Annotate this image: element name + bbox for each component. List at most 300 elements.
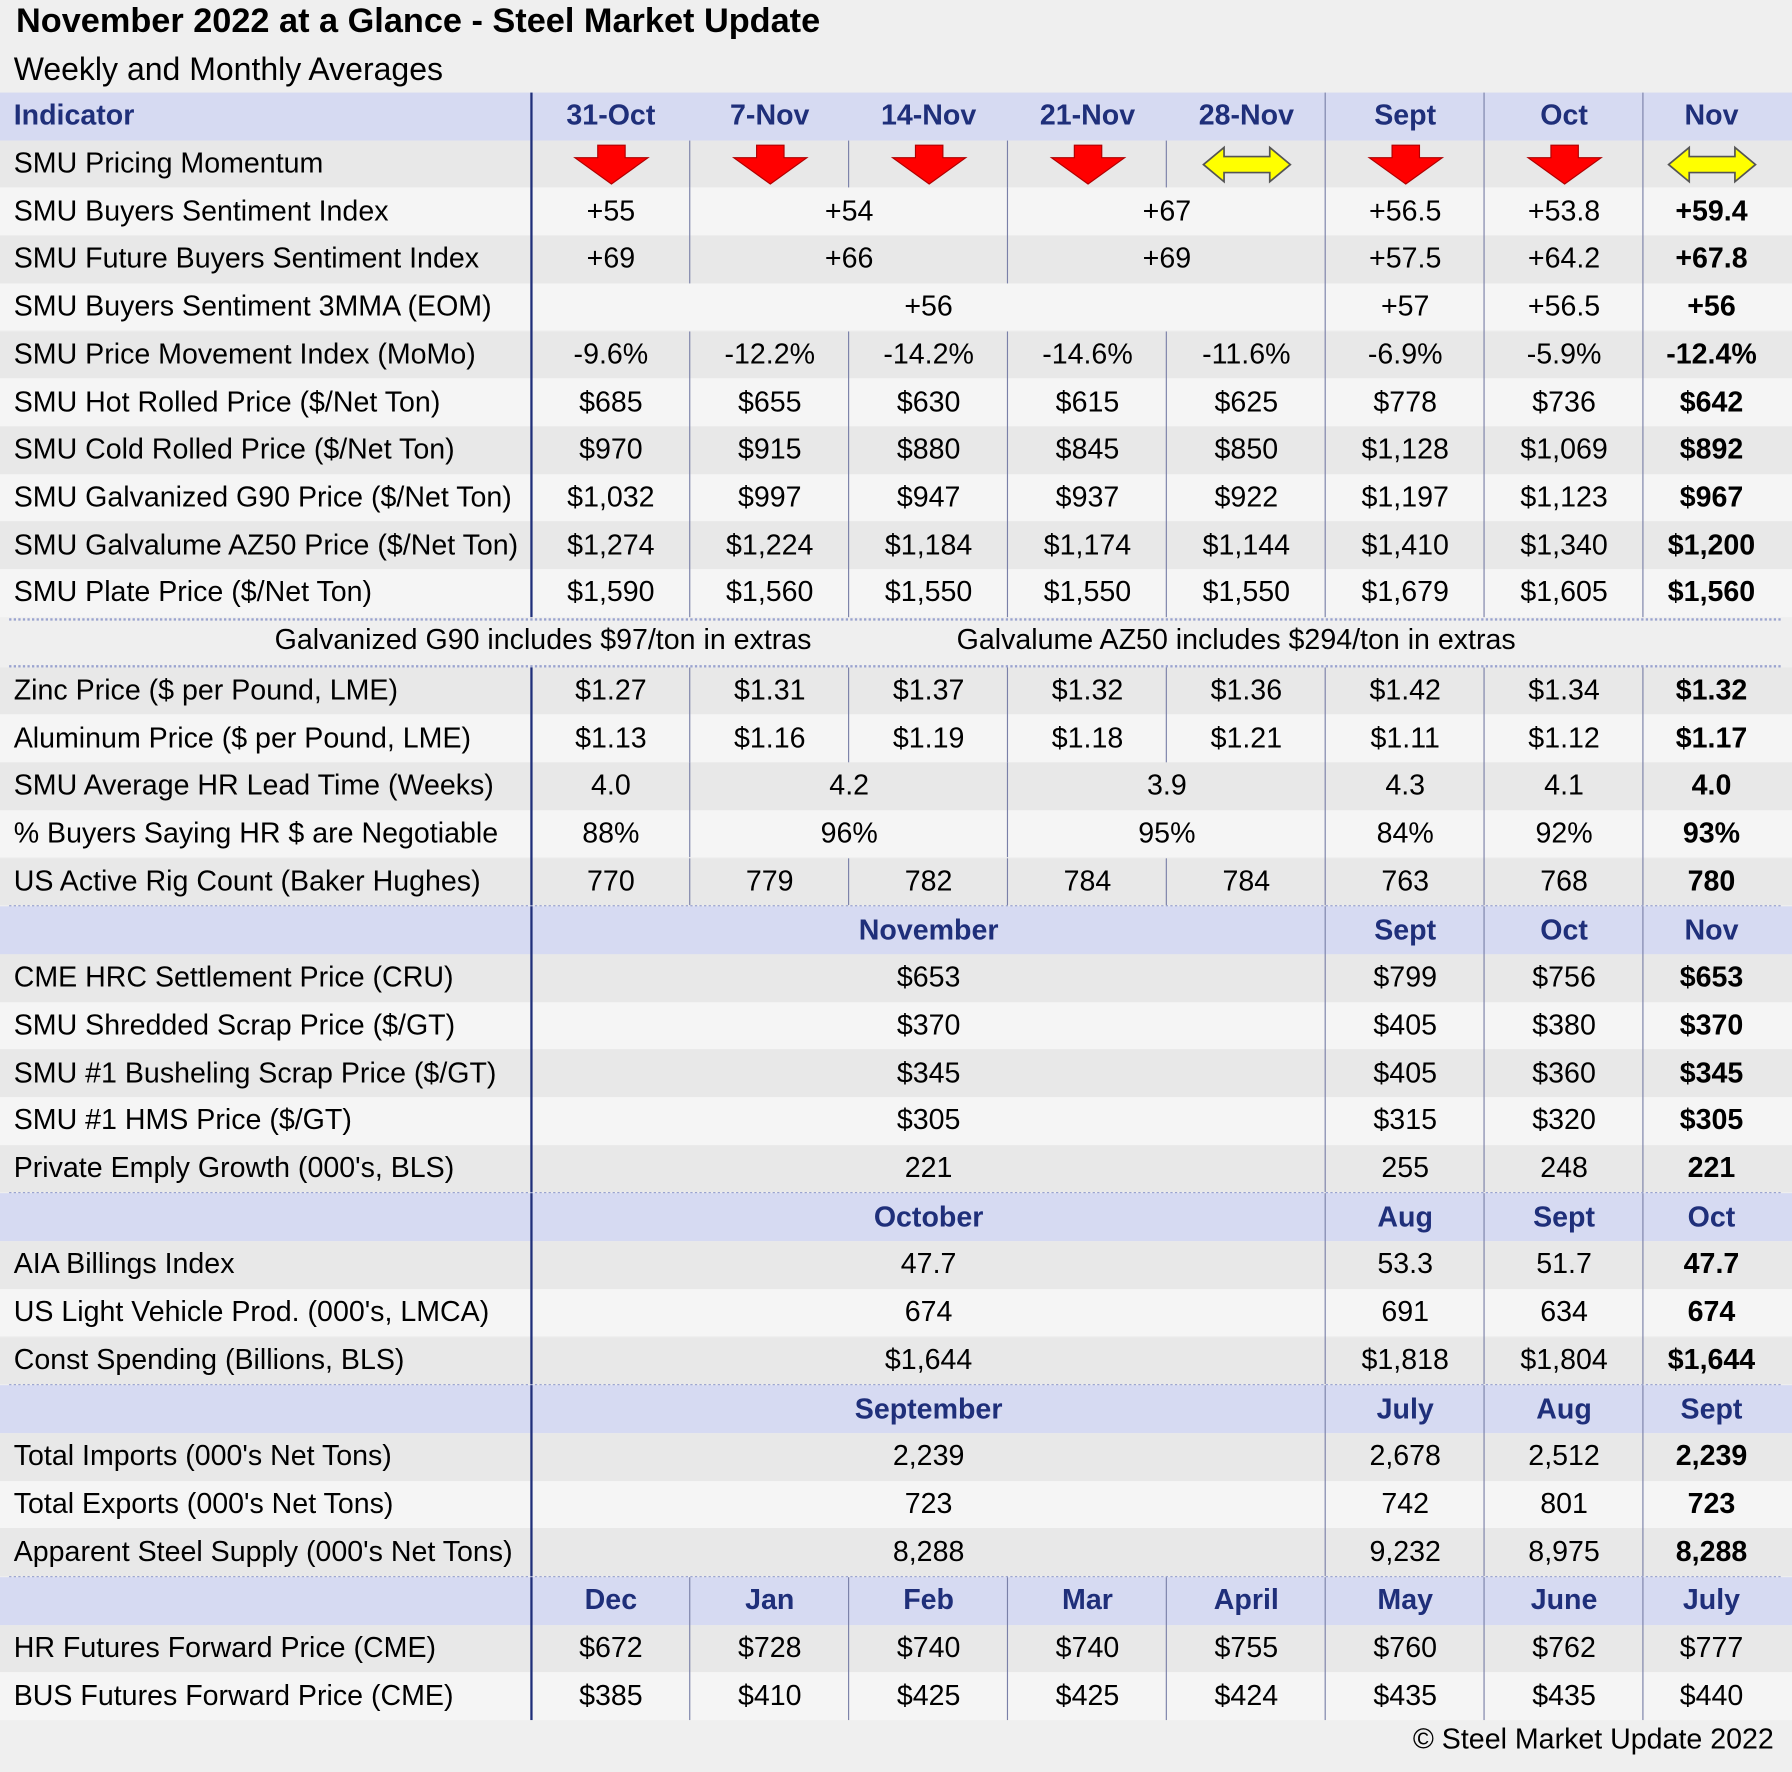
value-cell: $1.37 <box>892 674 965 707</box>
value-cell: $380 <box>1532 1009 1596 1042</box>
value-cell: $1,200 <box>1667 528 1756 561</box>
momentum-cell <box>1485 140 1644 188</box>
value-cell: $1.34 <box>1528 674 1600 707</box>
sentiment-row <box>0 188 1792 236</box>
column-divider <box>1166 331 1167 617</box>
column-divider <box>848 140 849 188</box>
indicator-label: SMU Galvanized G90 Price ($/Net Ton) <box>13 481 512 514</box>
value-cell: $405 <box>1373 1056 1437 1089</box>
column-header: June <box>1530 1584 1598 1617</box>
down-arrow-icon <box>890 143 968 184</box>
column-divider <box>1325 907 1326 1193</box>
value-cell: $777 <box>1679 1632 1744 1665</box>
indicator-label: Total Imports (000's Net Tons) <box>13 1440 392 1473</box>
indicator-label: HR Futures Forward Price (CME) <box>13 1632 437 1665</box>
value-cell: $947 <box>896 481 961 514</box>
value-cell: $1,550 <box>1043 576 1132 609</box>
value-cell: +53.8 <box>1527 195 1601 228</box>
value-cell: +56 <box>904 290 953 323</box>
indicator-label: Private Emply Growth (000's, BLS) <box>13 1152 455 1185</box>
column-divider <box>1642 1577 1643 1720</box>
column-divider <box>1007 1577 1008 1720</box>
indicator-label: SMU Average HR Lead Time (Weeks) <box>13 769 494 802</box>
momentum-cell <box>690 140 849 188</box>
value-cell: 221 <box>904 1152 953 1185</box>
value-cell: 691 <box>1381 1296 1430 1329</box>
column-divider <box>1166 1577 1167 1720</box>
column-divider <box>530 1194 532 1385</box>
column-header: May <box>1377 1584 1433 1617</box>
value-cell: $424 <box>1214 1679 1279 1712</box>
value-cell: $1,804 <box>1520 1343 1608 1376</box>
value-cell: $370 <box>1679 1009 1744 1042</box>
value-cell: $425 <box>896 1679 961 1712</box>
value-cell: +59.4 <box>1675 195 1748 228</box>
value-cell: 95% <box>1138 817 1196 850</box>
value-cell: 255 <box>1381 1152 1430 1185</box>
column-header: Nov <box>1684 913 1739 946</box>
value-cell: $1,274 <box>567 528 655 561</box>
value-cell: $1,174 <box>1043 528 1132 561</box>
column-header: Dec <box>584 1584 638 1617</box>
value-cell: $320 <box>1532 1104 1596 1137</box>
october-section-row <box>0 1337 1792 1385</box>
indicator-label: SMU Buyers Sentiment Index <box>13 195 389 228</box>
pricing-momentum-row <box>0 140 1792 188</box>
page-title: November 2022 at a Glance - Steel Market Update <box>16 2 821 41</box>
value-cell: $1,340 <box>1520 528 1608 561</box>
value-cell: 47.7 <box>1683 1248 1740 1281</box>
column-divider <box>1483 1577 1484 1720</box>
column-header: Feb <box>903 1584 955 1617</box>
indicator-label: SMU Cold Rolled Price ($/Net Ton) <box>13 433 455 466</box>
value-cell: 2,678 <box>1369 1440 1441 1473</box>
value-cell: $625 <box>1214 385 1279 418</box>
value-cell: $410 <box>737 1679 802 1712</box>
value-cell: 47.7 <box>900 1248 957 1281</box>
column-header: Sept <box>1374 913 1437 946</box>
indicator-label: Zinc Price ($ per Pound, LME) <box>13 674 399 707</box>
column-header: Sept <box>1533 1200 1596 1233</box>
value-cell: $405 <box>1373 1009 1437 1042</box>
column-divider <box>1007 762 1008 857</box>
futures-header-row <box>0 1577 1792 1625</box>
column-header: July <box>1376 1392 1434 1425</box>
price-row <box>0 379 1792 427</box>
value-cell: $345 <box>1679 1056 1744 1089</box>
column-divider <box>530 1577 532 1720</box>
value-cell: -5.9% <box>1526 338 1602 371</box>
value-cell: $1.12 <box>1528 722 1600 755</box>
momentum-cell <box>1008 140 1167 188</box>
value-cell: 768 <box>1540 864 1588 897</box>
november-section-row <box>0 954 1792 1002</box>
value-cell: +66 <box>824 242 874 275</box>
value-cell: $305 <box>896 1104 961 1137</box>
value-cell: $762 <box>1532 1632 1596 1665</box>
column-divider <box>1325 93 1326 617</box>
column-divider <box>848 667 849 762</box>
value-cell: 8,975 <box>1528 1535 1600 1568</box>
momentum-cell <box>849 140 1008 188</box>
column-header: 21-Nov <box>1039 99 1136 132</box>
column-divider <box>1166 140 1167 188</box>
value-cell: +64.2 <box>1527 242 1601 275</box>
value-cell: $1,644 <box>1667 1343 1756 1376</box>
value-cell: $756 <box>1532 961 1596 994</box>
value-cell: 784 <box>1222 864 1271 897</box>
value-cell: 770 <box>587 864 635 897</box>
november-section-row <box>0 1145 1792 1193</box>
value-cell: -9.6% <box>573 338 649 371</box>
value-cell: $1.13 <box>575 722 647 755</box>
indicator-label: SMU Price Movement Index (MoMo) <box>13 338 476 371</box>
momentum-cell <box>1326 140 1485 188</box>
value-cell: $1,644 <box>884 1343 973 1376</box>
price-row <box>0 522 1792 570</box>
value-cell: $1,224 <box>726 528 814 561</box>
value-cell: 780 <box>1687 864 1736 897</box>
column-divider <box>1483 907 1484 1193</box>
value-cell: $1,560 <box>726 576 814 609</box>
value-cell: 221 <box>1687 1152 1736 1185</box>
down-arrow-icon <box>572 143 650 184</box>
column-header: 28-Nov <box>1198 99 1294 132</box>
column-divider <box>689 331 690 617</box>
lead-time-row <box>0 810 1792 858</box>
column-header: Aug <box>1377 1200 1433 1233</box>
indicator-table <box>0 93 1792 1716</box>
indicator-label: Indicator <box>13 99 135 132</box>
value-cell: 2,239 <box>892 1440 965 1473</box>
value-cell: $615 <box>1055 385 1120 418</box>
column-divider <box>1325 1385 1326 1576</box>
september-section-row <box>0 1433 1792 1481</box>
indicator-label: US Active Rig Count (Baker Hughes) <box>13 864 481 897</box>
value-cell: 96% <box>820 817 878 850</box>
momentum-cell <box>1643 140 1779 188</box>
value-cell: $922 <box>1214 481 1279 514</box>
indicator-label: CME HRC Settlement Price (CRU) <box>13 961 454 994</box>
value-cell: 723 <box>904 1487 953 1520</box>
value-cell: $360 <box>1532 1056 1596 1089</box>
value-cell: $1,590 <box>567 576 655 609</box>
value-cell: 8,288 <box>1675 1535 1748 1568</box>
sentiment-row <box>0 236 1792 284</box>
down-arrow-icon <box>731 143 809 184</box>
value-cell: $630 <box>896 385 961 418</box>
value-cell: $799 <box>1373 961 1437 994</box>
indicator-label: Total Exports (000's Net Tons) <box>13 1487 394 1520</box>
column-divider <box>530 1385 532 1576</box>
value-cell: $315 <box>1373 1104 1437 1137</box>
indicator-label: SMU Hot Rolled Price ($/Net Ton) <box>13 385 441 418</box>
column-divider <box>848 858 849 906</box>
value-cell: 782 <box>904 864 953 897</box>
value-cell: $778 <box>1373 385 1437 418</box>
column-header: 14-Nov <box>880 99 977 132</box>
value-cell: $685 <box>579 385 643 418</box>
column-divider <box>1007 140 1008 188</box>
value-cell: +67.8 <box>1675 242 1748 275</box>
value-cell: $1,197 <box>1361 481 1449 514</box>
value-cell: 4.3 <box>1385 769 1426 802</box>
value-cell: +57 <box>1380 290 1430 323</box>
september-section-row <box>0 1481 1792 1529</box>
column-divider <box>689 1577 690 1720</box>
october-section-row <box>0 1241 1792 1289</box>
value-cell: 674 <box>904 1296 953 1329</box>
value-cell: 92% <box>1535 817 1593 850</box>
down-arrow-icon <box>1049 143 1127 184</box>
column-divider <box>689 858 690 906</box>
value-cell: 9,232 <box>1369 1535 1441 1568</box>
value-cell: -14.6% <box>1042 338 1133 371</box>
value-cell: $672 <box>579 1632 643 1665</box>
column-header: April <box>1213 1584 1279 1617</box>
value-cell: $1.32 <box>1675 674 1748 707</box>
indicator-label: SMU Future Buyers Sentiment Index <box>13 242 480 275</box>
column-header: Aug <box>1536 1392 1592 1425</box>
column-divider <box>1483 93 1484 617</box>
value-cell: $1,184 <box>884 528 973 561</box>
value-cell: $850 <box>1214 433 1279 466</box>
price-row <box>0 331 1792 379</box>
value-cell: 93% <box>1682 817 1741 850</box>
column-divider <box>1642 93 1643 617</box>
column-divider <box>1166 667 1167 762</box>
value-cell: $1,550 <box>1202 576 1291 609</box>
column-divider <box>1642 907 1643 1193</box>
value-cell: $1.31 <box>733 674 806 707</box>
value-cell: $892 <box>1679 433 1744 466</box>
indicator-label: SMU Plate Price ($/Net Ton) <box>13 576 373 609</box>
table-header-row <box>0 93 1792 141</box>
value-cell: 3.9 <box>1147 769 1187 802</box>
value-cell: $655 <box>737 385 802 418</box>
october-section-row <box>0 1289 1792 1337</box>
column-divider <box>530 93 532 617</box>
rig-count-row <box>0 858 1792 906</box>
column-divider <box>1642 667 1643 905</box>
value-cell: 763 <box>1381 864 1430 897</box>
down-arrow-icon <box>1525 143 1603 184</box>
value-cell: $345 <box>896 1056 961 1089</box>
november-section-header-row <box>0 907 1792 955</box>
indicator-label: % Buyers Saying HR $ are Negotiable <box>13 817 499 850</box>
value-cell: $1.42 <box>1369 674 1441 707</box>
value-cell: $728 <box>737 1632 802 1665</box>
value-cell: $385 <box>579 1679 643 1712</box>
column-divider <box>689 188 690 283</box>
column-header: Nov <box>1684 99 1739 132</box>
column-header: Sept <box>1374 99 1437 132</box>
value-cell: +67 <box>1142 195 1192 228</box>
value-cell: $1.18 <box>1051 722 1124 755</box>
column-divider <box>1325 667 1326 905</box>
value-cell: +56.5 <box>1527 290 1601 323</box>
value-cell: -12.4% <box>1666 338 1757 371</box>
value-cell: 801 <box>1540 1487 1588 1520</box>
value-cell: $1.36 <box>1210 674 1283 707</box>
value-cell: 84% <box>1376 817 1434 850</box>
october-section-header-row <box>0 1194 1792 1242</box>
column-divider <box>1483 1385 1484 1576</box>
indicator-label: SMU #1 Busheling Scrap Price ($/GT) <box>13 1056 497 1089</box>
value-cell: $1.16 <box>733 722 806 755</box>
value-cell: $1,560 <box>1667 576 1756 609</box>
value-cell: $1.11 <box>1370 722 1440 755</box>
value-cell: $1.19 <box>892 722 965 755</box>
price-row <box>0 474 1792 522</box>
sentiment-3mma-row <box>0 283 1792 331</box>
value-cell: 4.0 <box>1691 769 1732 802</box>
section-month-header: November <box>858 913 999 946</box>
value-cell: +56 <box>1687 290 1736 323</box>
november-section-row <box>0 1050 1792 1098</box>
page-subtitle: Weekly and Monthly Averages <box>13 51 444 87</box>
value-cell: 779 <box>745 864 794 897</box>
price-row <box>0 569 1792 617</box>
value-cell: 634 <box>1540 1296 1588 1329</box>
value-cell: $755 <box>1214 1632 1279 1665</box>
value-cell: $1,069 <box>1520 433 1608 466</box>
column-header: Mar <box>1062 1584 1113 1617</box>
value-cell: $1.17 <box>1675 722 1748 755</box>
indicator-label: SMU Buyers Sentiment 3MMA (EOM) <box>13 290 492 323</box>
column-divider <box>689 667 690 762</box>
value-cell: $435 <box>1373 1679 1437 1712</box>
value-cell: $967 <box>1679 481 1744 514</box>
column-header: Oct <box>1540 913 1588 946</box>
value-cell: +56.5 <box>1369 195 1442 228</box>
value-cell: $1.27 <box>575 674 647 707</box>
value-cell: $915 <box>737 433 802 466</box>
value-cell: 2,512 <box>1528 1440 1600 1473</box>
column-divider <box>1325 1577 1326 1720</box>
indicator-label: AIA Billings Index <box>13 1248 235 1281</box>
column-divider <box>689 762 690 857</box>
column-header: 31-Oct <box>566 99 656 132</box>
value-cell: $305 <box>1679 1104 1744 1137</box>
section-month-header: September <box>854 1392 1003 1425</box>
az50-extras-note: Galvalume AZ50 includes $294/ton in extras <box>956 624 1516 657</box>
column-divider <box>848 331 849 617</box>
column-header: Jan <box>745 1584 795 1617</box>
value-cell: $653 <box>896 961 961 994</box>
futures-row <box>0 1673 1792 1721</box>
value-cell: $880 <box>896 433 961 466</box>
value-cell: 248 <box>1540 1152 1588 1185</box>
value-cell: -12.2% <box>724 338 816 371</box>
value-cell: $1.21 <box>1210 722 1283 755</box>
copyright-footer: © Steel Market Update 2022 <box>1412 1723 1774 1756</box>
value-cell: 723 <box>1687 1487 1736 1520</box>
extras-note-row <box>0 617 1792 665</box>
value-cell: 4.0 <box>591 769 631 802</box>
column-divider <box>1642 1385 1643 1576</box>
november-section-row <box>0 1002 1792 1050</box>
indicator-label: SMU Pricing Momentum <box>13 147 324 180</box>
price-row <box>0 426 1792 474</box>
value-cell: $1,679 <box>1361 576 1449 609</box>
column-divider <box>1007 331 1008 617</box>
column-divider <box>530 667 532 905</box>
value-cell: $1,123 <box>1520 481 1608 514</box>
section-month-header: October <box>873 1200 984 1233</box>
indicator-label: SMU Galvalume AZ50 Price ($/Net Ton) <box>13 528 519 561</box>
value-cell: $440 <box>1679 1679 1744 1712</box>
value-cell: $1,818 <box>1361 1343 1449 1376</box>
indicator-label: SMU Shredded Scrap Price ($/GT) <box>13 1009 456 1042</box>
down-arrow-icon <box>1366 143 1444 184</box>
column-divider <box>1483 667 1484 905</box>
value-cell: $740 <box>1055 1632 1120 1665</box>
indicator-label: Apparent Steel Supply (000's Net Tons) <box>13 1535 513 1568</box>
metal-price-row <box>0 715 1792 763</box>
sideways-arrow-icon <box>1666 145 1757 184</box>
value-cell: 2,239 <box>1675 1440 1748 1473</box>
column-divider <box>530 907 532 1193</box>
column-divider <box>1166 858 1167 906</box>
column-header: Oct <box>1687 1200 1736 1233</box>
value-cell: $845 <box>1055 433 1120 466</box>
g90-extras-note: Galvanized G90 includes $97/ton in extras <box>274 624 812 657</box>
value-cell: $1,550 <box>884 576 973 609</box>
column-divider <box>1007 188 1008 283</box>
column-header: July <box>1682 1584 1741 1617</box>
value-cell: 4.1 <box>1544 769 1584 802</box>
value-cell: $736 <box>1532 385 1596 418</box>
column-divider <box>1325 1194 1326 1385</box>
column-divider <box>848 1577 849 1720</box>
value-cell: $653 <box>1679 961 1744 994</box>
value-cell: +69 <box>586 242 636 275</box>
sideways-arrow-icon <box>1201 145 1292 184</box>
september-section-row <box>0 1528 1792 1576</box>
value-cell: -6.9% <box>1367 338 1443 371</box>
value-cell: $740 <box>896 1632 961 1665</box>
value-cell: 88% <box>582 817 640 850</box>
value-cell: $997 <box>737 481 802 514</box>
value-cell: 742 <box>1381 1487 1430 1520</box>
september-section-header-row <box>0 1385 1792 1433</box>
momentum-cell <box>1167 140 1326 188</box>
column-divider <box>1007 858 1008 906</box>
value-cell: $1,032 <box>567 481 655 514</box>
value-cell: 674 <box>1687 1296 1736 1329</box>
column-header: 7-Nov <box>730 99 810 132</box>
value-cell: 4.2 <box>829 769 870 802</box>
value-cell: +69 <box>1142 242 1192 275</box>
value-cell: $1,144 <box>1202 528 1291 561</box>
value-cell: $435 <box>1532 1679 1596 1712</box>
column-divider <box>1007 667 1008 762</box>
indicator-label: SMU #1 HMS Price ($/GT) <box>13 1104 352 1137</box>
column-header: Oct <box>1540 99 1588 132</box>
value-cell: $760 <box>1373 1632 1437 1665</box>
value-cell: $425 <box>1055 1679 1120 1712</box>
value-cell: +54 <box>824 195 874 228</box>
november-section-row <box>0 1097 1792 1145</box>
column-divider <box>1642 1194 1643 1385</box>
value-cell: +55 <box>586 195 636 228</box>
value-cell: 784 <box>1063 864 1112 897</box>
value-cell: $370 <box>896 1009 961 1042</box>
indicator-label: Aluminum Price ($ per Pound, LME) <box>13 722 472 755</box>
lead-time-row <box>0 762 1792 810</box>
value-cell: $970 <box>579 433 643 466</box>
